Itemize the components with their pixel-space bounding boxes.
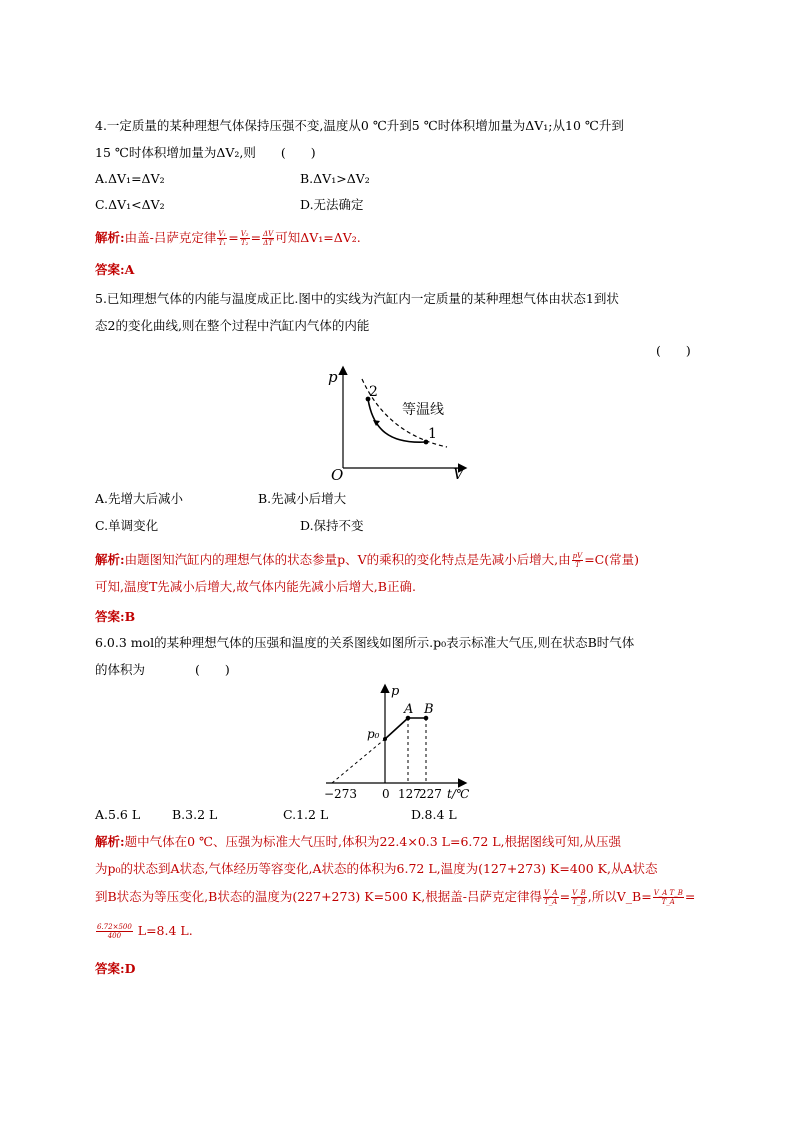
q5-bracket: ( ) [656, 343, 691, 358]
fraction [96, 923, 133, 940]
fraction-numerator: 6.72×500 [97, 923, 132, 931]
analysis-text: L=8.4 L. [133, 923, 193, 938]
fraction-numerator: V_B [572, 889, 586, 897]
tick-neg-273: −273 [324, 787, 357, 801]
state-a-label: A [404, 702, 414, 717]
isochoric-segment [385, 718, 408, 739]
analysis-text: 由盖-吕萨克定律 [124, 230, 217, 245]
q4-answer: 答案:A [95, 262, 135, 277]
q4-option-a: A.ΔV₁=ΔV₂ [95, 171, 165, 186]
analysis-text: 由题图知汽缸内的理想气体的状态参量p、V的乘积的变化特点是先减小后增大,由 [124, 552, 571, 567]
fraction-numerator: pV [572, 552, 583, 560]
fraction [543, 889, 559, 906]
fraction-denominator: T₁ [218, 239, 227, 247]
analysis-text: 题中气体在0 ℃、压强为标准大气压时,体积为22.4×0.3 L=6.72 L,根据图线可知,从压强 [124, 834, 621, 849]
fraction [240, 230, 250, 247]
state-2-label: 2 [369, 384, 378, 400]
analysis-text: ,所以V_B= [587, 889, 652, 904]
state-b-label: B [424, 702, 434, 717]
fraction [217, 230, 227, 247]
q5-option-a: A.先增大后减小 [95, 491, 184, 506]
fraction-numerator: V₁ [218, 230, 227, 238]
analysis-label: 解析: [95, 230, 125, 245]
fraction-denominator: T_A [661, 898, 675, 906]
analysis-text: = [684, 889, 696, 904]
q5-option-b: B.先减小后增大 [258, 491, 347, 506]
analysis-text: 可知ΔV₁=ΔV₂. [275, 230, 361, 245]
state-1-label: 1 [428, 426, 437, 442]
q4-stem-line1: 4.一定质量的某种理想气体保持压强不变,温度从0 ℃升到5 ℃时体积增加量为ΔV₁;从10 ℃升到 [95, 118, 624, 133]
q5-stem-line2: 态2的变化曲线,则在整个过程中汽缸内气体的内能 [95, 318, 370, 333]
fraction-denominator: T_A [544, 898, 558, 906]
q6-analysis-line1 [95, 833, 621, 851]
q4-option-c: C.ΔV₁<ΔV₂ [95, 197, 165, 212]
q4-option-d: D.无法确定 [300, 197, 364, 212]
q5-answer: 答案:B [95, 609, 136, 624]
p0-label: p₀ [367, 727, 380, 741]
q6-pressure-temperature-figure [320, 682, 480, 804]
q5-analysis-line2: 可知,温度T先减小后增大,故气体内能先减小后增大,B正确. [95, 579, 416, 594]
fraction-denominator: ΔT [263, 239, 273, 247]
q6-stem-line1: 6.0.3 mol的某种理想气体的压强和温度的关系图线如图所示.p₀表示标准大气压,则在状态B时气体 [95, 635, 635, 650]
q6-option-b: B.3.2 L [172, 807, 218, 822]
p-axis-label: p [391, 684, 400, 699]
q4-analysis: 解析:由盖-吕萨克定律 $\frac{\text{V₁}}{\text{T₁}}$ = $\frac{\text{V₂}}{\text{T₂}}$ = $\frac{\Delta V}{\Delta T}$ 可知ΔV₁=ΔV₂. [95, 230, 361, 247]
tick-0: 0 [382, 787, 390, 801]
origin-label: O [331, 466, 344, 482]
q5-analysis-line1 [95, 551, 639, 569]
q5-isotherm-figure [325, 362, 475, 482]
fraction [571, 889, 587, 906]
fraction-numerator: V_A T_B [653, 889, 683, 897]
fraction-denominator: T₂ [240, 239, 249, 247]
fraction-denominator: 400 [107, 932, 122, 940]
isotherm-label: 等温线 [402, 402, 444, 418]
v-axis-label: V [453, 465, 464, 482]
analysis-text: 到B状态为等压变化,B状态的温度为(227+273) K=500 K,根据盖-吕萨克定律得 [95, 889, 542, 904]
t-axis-label: t/℃ [447, 787, 470, 801]
q6-option-d: D.8.4 L [411, 807, 457, 822]
q6-analysis-line3: 到B状态为等压变化,B状态的温度为(227+273) K=500 K,根据盖-吕萨克定律得 $\frac{V\_A}{T\_A}$ = $\frac{V\_B}{T\_B}$ ,所以V_B= $\frac{\text{V\_A T\_B}}{T\_A}$ = [95, 889, 696, 906]
q6-answer: 答案:D [95, 961, 136, 976]
q5-option-c: C.单调变化 [95, 518, 159, 533]
tick-127: 127 [398, 787, 421, 801]
fraction-numerator: V₂ [240, 230, 249, 238]
p-axis-label: p [328, 368, 338, 386]
extrapolated-dashed-line [332, 739, 385, 783]
q4-option-b: B.ΔV₁>ΔV₂ [300, 171, 370, 186]
q5-stem-line1: 5.已知理想气体的内能与温度成正比.图中的实线为汽缸内一定质量的某种理想气体由状态1到状 [95, 291, 619, 306]
tick-227: 227 [419, 787, 442, 801]
p0-point [383, 737, 387, 741]
fraction [572, 552, 584, 569]
fraction [262, 230, 274, 247]
analysis-label: 解析: [95, 552, 125, 567]
q4-stem-line2: 15 ℃时体积增加量为ΔV₂,则 ( ) [95, 145, 316, 160]
q6-analysis-line4 [95, 922, 193, 940]
fraction-numerator: ΔV [263, 230, 274, 238]
direction-arrow [373, 420, 380, 426]
q5-option-d: D.保持不变 [300, 518, 364, 533]
analysis-label: 解析: [95, 834, 125, 849]
fraction-denominator: T [575, 561, 580, 569]
q6-option-a: A.5.6 L [95, 807, 141, 822]
fraction-denominator: T_B [572, 898, 586, 906]
q6-stem-line2: 的体积为 ( ) [95, 662, 230, 677]
fraction [653, 889, 684, 906]
fraction-numerator: V_A [543, 889, 558, 897]
q6-analysis-line2: 为p₀的状态到A状态,气体经历等容变化,A状态的体积为6.72 L,温度为(127+273) K=400 K,从A状态 [95, 861, 658, 876]
q6-option-c: C.1.2 L [283, 807, 329, 822]
analysis-text: =C(常量) [584, 552, 639, 567]
